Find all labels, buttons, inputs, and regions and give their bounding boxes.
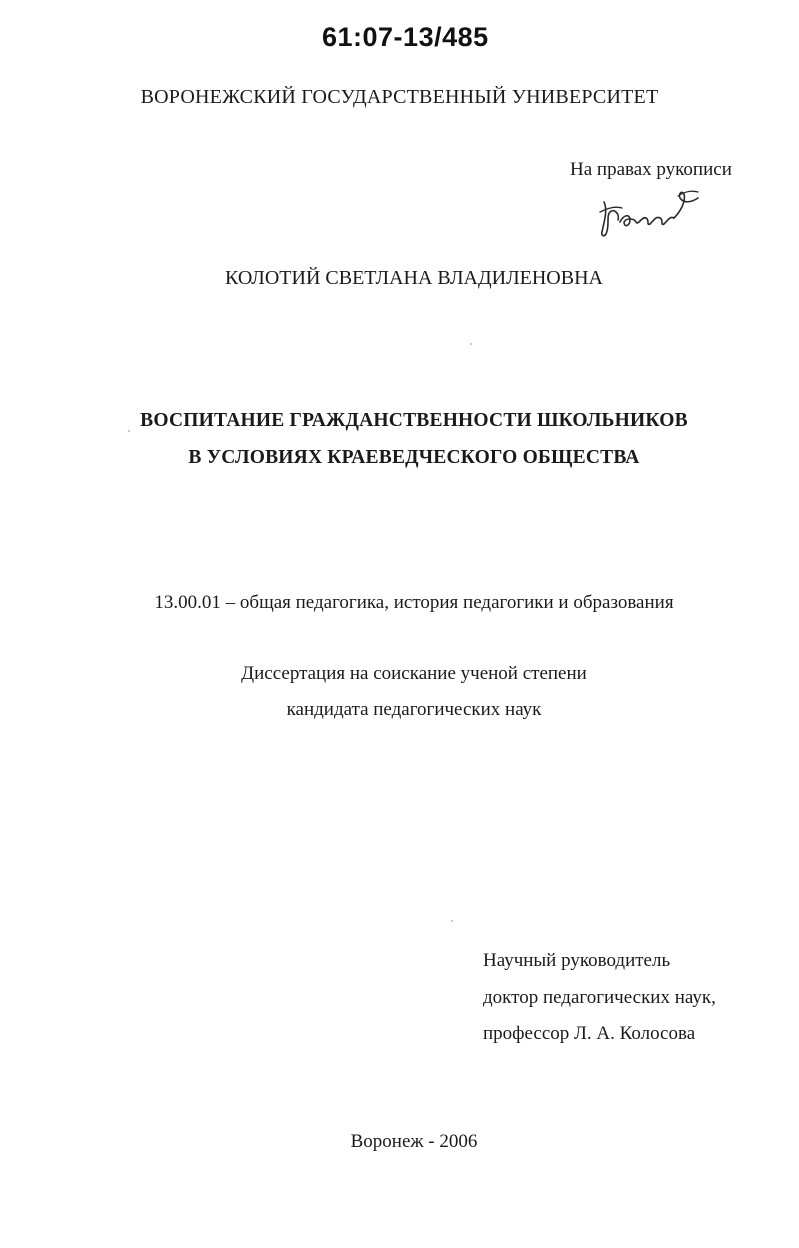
university-name: ВОРОНЕЖСКИЙ ГОСУДАРСТВЕННЫЙ УНИВЕРСИТЕТ	[140, 86, 659, 108]
scan-speck	[470, 343, 472, 345]
supervisor-name: профессор Л. А. Колосова	[483, 1023, 696, 1044]
supervisor-degree: доктор педагогических наук,	[483, 987, 716, 1008]
specialty-code: 13.00.01 – общая педагогика, история педагогики и образования	[154, 592, 674, 613]
author-name: КОЛОТИЙ СВЕТЛАНА ВЛАДИЛЕНОВНА	[225, 267, 603, 289]
scan-speck	[451, 920, 453, 922]
degree-line-1: Диссертация на соискание ученой степени	[241, 663, 587, 684]
supervisor-label: Научный руководитель	[483, 950, 671, 971]
degree-line-2: кандидата педагогических наук	[286, 699, 542, 720]
dissertation-title-line-1: ВОСПИТАНИЕ ГРАЖДАНСТВЕННОСТИ ШКОЛЬНИКОВ	[140, 410, 688, 431]
scan-speck	[128, 430, 130, 432]
handwritten-signature	[594, 182, 704, 244]
city-year: Воронеж - 2006	[350, 1131, 478, 1152]
archive-code: 61:07-13/485	[322, 22, 489, 52]
manuscript-rights-note: На правах рукописи	[570, 159, 732, 180]
dissertation-title-line-2: В УСЛОВИЯХ КРАЕВЕДЧЕСКОГО ОБЩЕСТВА	[188, 447, 640, 468]
